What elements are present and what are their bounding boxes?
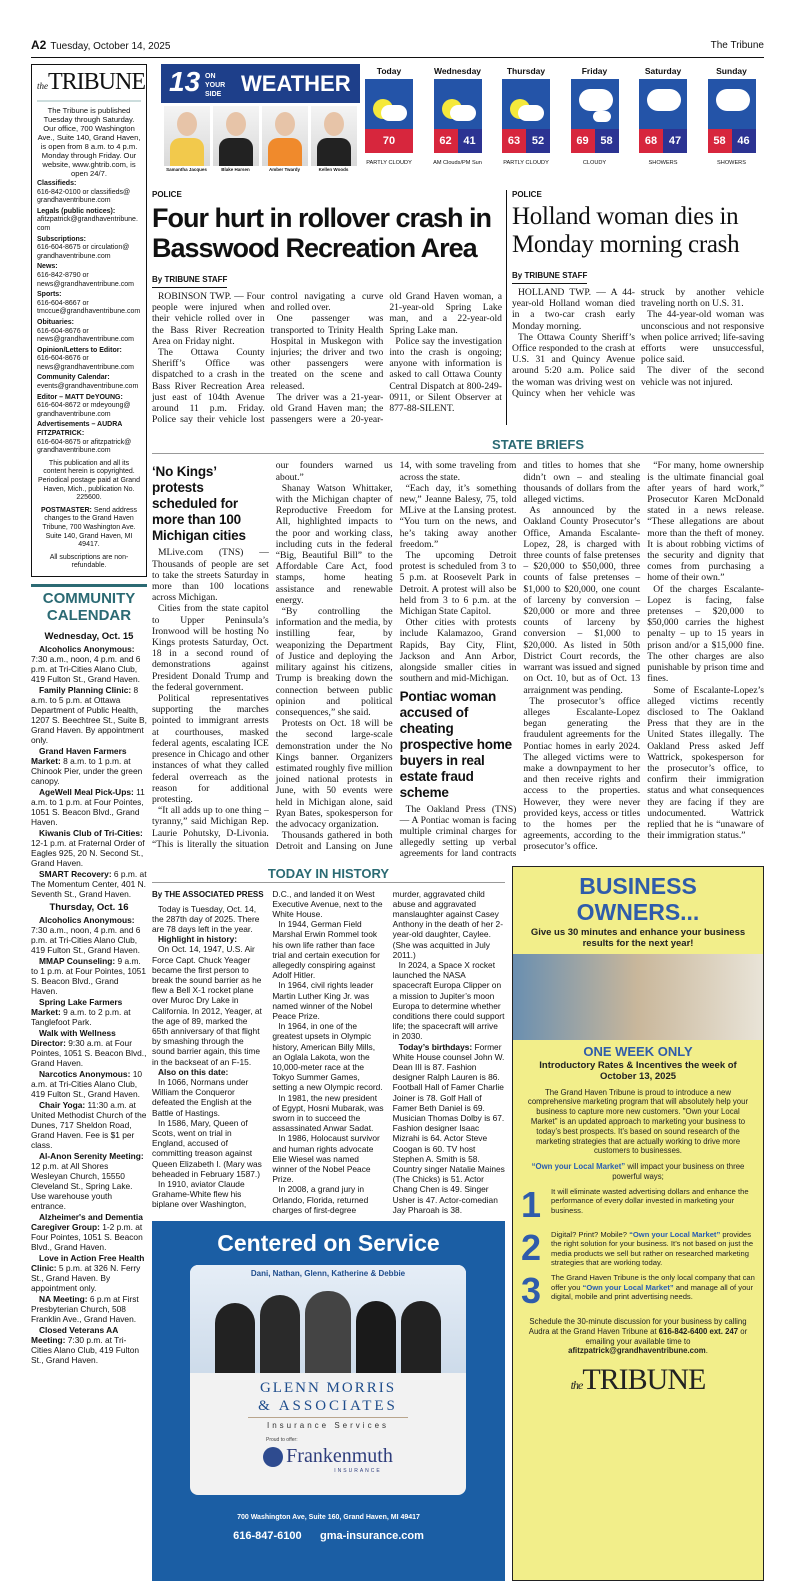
paragraph: The driver was a 21-year-old Grand Haven man; the passengers were a 20-year-old Grand Haven woman, a 21-year-old Spring Lake man, and a 22-year-old Spring Lake man. <box>270 291 502 426</box>
tribune-logo: theTRIBUNE <box>570 1363 706 1397</box>
forecast-day <box>501 64 551 166</box>
history-item: In 1910, aviator Claude Grahame-White flew his biplane over Washington, D.C., and landed it on West Executive Avenue, next to the White House. <box>152 888 383 1210</box>
brief-headline: Pontiac woman accused of cheating prospective home buyers in real estate fraud scheme <box>399 688 512 800</box>
ad-subtitle: Give us 30 minutes and enhance your business results for the next year! <box>530 926 746 949</box>
paragraph: The Ottawa County Sheriff’s Office was dispatched to a crash in the Bass River Recreation Area just east of 104th Avenue around 11 p.m. Friday. Police say their vehicle lost control navigating a curve and rolled over. <box>152 291 384 426</box>
paragraph: The prosecutor’s office alleges Escalante-Lopez began generating the fraudulent agreements for the Pontiac homes in early 2024. The alleged victims were to make a downpayment to her and then receive rights and access to the properties. However, they were never provided keys, access or titles to the homes per the agreements, according to the prosecutor’s office. <box>523 695 641 853</box>
ad-rates: Introductory Rates & Incentives the week of October 13, 2025 <box>539 1059 737 1082</box>
refund-note: All subscriptions are non-refundable. <box>49 553 129 570</box>
calendar-event: SMART Recovery: 6 p.m. at The Momentum Center, 401 N. Seventh St., Grand Haven. <box>31 868 147 899</box>
byline: By TRIBUNE STAFF <box>512 271 587 284</box>
presenter-name: Blake Harsen <box>221 167 250 172</box>
calendar-event: Walk with Wellness Director: 9:30 a.m. at Four Pointes, 1051 S. Beacon Blvd., Grand Haven. <box>31 1027 147 1068</box>
presenter-photo <box>311 106 357 166</box>
bottom-row <box>152 866 764 1582</box>
history-item: In 2024, a Space X rocket launched the NASA spacecraft Europa Clipper on a mission to Jupiter’s moon Europa to determine whether conditions there could support life; the spacecraft will arrive in 2030. <box>392 959 505 1042</box>
proud-to-offer: Proud to offer: <box>266 1437 298 1444</box>
firm-name: GLENN MORRIS <box>259 1380 397 1397</box>
state-briefs-title: STATE BRIEFS <box>152 437 764 454</box>
forecast-day <box>433 64 483 166</box>
contact-item: News: 616-842-8790 or news@grandhaventribune.com <box>37 263 134 288</box>
ad-title: Centered on Service <box>217 1230 440 1257</box>
history-item: In 1964, in one of the greatest upsets in Olympic history, American Billy Mills, an Oglala Lakota, won the 10,000-meter race at the Tokyo Summer Games, setting a new Olympic record. <box>272 1021 383 1093</box>
paragraph: Police say the investigation into the crash is ongoing; anyone with information is asked to call Ottawa County Central Dispatch at 800-249-0911, or Silent Observer at 877-88-SILENT. <box>389 335 502 415</box>
history-item: In 2008, a grand jury in Orlando, Florida, returned charges of first-degree murder, aggravated child abuse and aggravated manslaughter against Casey Anthony in the death of her 2-year-old daughter, Caylee. (She was acquitted in July 2011.) <box>272 888 504 1215</box>
paragraph: As announced by the Oakland County Prosecutor’s Office, Amanda Escalante-Lopez, 28, is charged with three counts of false pretenses – $20,000 to $50,000, three counts of false pretenses – $1,000 to $20,000, one count of larceny by conversion – $20,000 or more and three counts of larceny by conversion – $1,000 to $20,000. As listed in 50th District Court records, the warrant was issued and signed on Oct. 10, but as of Oct. 13 arraignment was pending. <box>523 505 641 696</box>
calendar-event: Al-Anon Serenity Meeting: 12 p.m. at All Shores Wesleyan Church, 15550 Cleveland St., Spring Lake. Use warehouse youth entrance. <box>31 1150 144 1211</box>
ad-website: gma-insurance.com <box>319 1530 424 1543</box>
issue-date: Tuesday, October 14, 2025 <box>50 41 171 52</box>
section-label: POLICE <box>152 190 182 199</box>
cloudy-icon <box>571 79 619 153</box>
calendar-event: Grand Haven Farmers Market: 8 a.m. to 1 p.m. at Chinook Pier, under the green canopy. <box>31 745 143 786</box>
paper-name: The Tribune <box>710 40 764 51</box>
day-name: Today <box>376 66 402 76</box>
ad-contact <box>152 1529 505 1543</box>
high-temp: 69 <box>571 129 595 153</box>
presenter-name: Amber Twardy <box>269 167 300 172</box>
contact-item: Community Calendar: events@grandhaventribune.com <box>37 374 139 391</box>
today-in-history-title: TODAY IN HISTORY <box>152 866 505 883</box>
history-item: Highlight in history: <box>158 934 238 945</box>
high-temp: 58 <box>708 129 732 153</box>
story-holland-crash <box>512 190 764 425</box>
main-content <box>152 64 764 1581</box>
calendar-event: Closed Veterans AA Meeting: 7:30 p.m. at Tri-Cities Alano Club, 419 Fulton St., Grand Haven. <box>31 1324 140 1365</box>
ad-phone: 616-847-6100 <box>233 1530 302 1543</box>
masthead-info-box <box>31 64 147 577</box>
calendar-event: Chair Yoga: 11:30 a.m. at United Methodist Church of the Dunes, 717 Sheldon Road, Grand Haven. Fee is $1 per class. <box>31 1099 147 1150</box>
paragraph: Protests on Oct. 18 will be the second large-scale demonstration under the No Kings banner. Organizers estimated roughly five million joined national protests in June, with 50 events were held in Michigan alone, said Ryan Bates, spokesperson for the advocacy organization. <box>275 718 393 830</box>
paragraph: The diver of the second vehicle was not injured. <box>641 365 764 388</box>
history-item: Also on this date: <box>158 1066 229 1077</box>
paragraph: “By controlling the information and the media, by instilling fear, by weaponizing the Department of Justice and deploying the military against his citizens, Trump is breaking down the connection between public opinion and political consequences,” she said. <box>275 606 393 718</box>
ad-title: BUSINESS OWNERS... <box>576 872 700 925</box>
state-briefs-body <box>152 460 764 859</box>
ad-email[interactable]: afitzpatrick@grandhaventribune.com <box>568 1346 706 1356</box>
contact-item: Opinion/Letters to Editor: 616-604-8676 or news@grandhaventribune.com <box>37 346 134 371</box>
story-rollover-crash <box>152 190 502 425</box>
firm-services: Insurance Services <box>266 1421 390 1431</box>
partly-cloudy-icon <box>502 79 550 153</box>
police-stories <box>152 190 764 425</box>
paragraph: Shanay Watson Whittaker, with the Michigan chapter of Reproductive Freedom for All, highlighted impacts to the poor and working class, including cuts in the federal “Big, Beautiful Bill” to the Affordable Care Act, food stamps, home heating assistance and renewable energy. <box>275 482 393 606</box>
paragraph: The 44-year-old woman was unconscious and not responsive when police arrived; life-saving efforts were unsuccessful, police said. <box>641 309 764 366</box>
history-item: In 1981, the new president of Egypt, Hosni Mubarak, was sworn in to succeed the assassinated Anwar Sadat. <box>272 1092 384 1134</box>
presenter-name: Samantha Jacques <box>166 167 207 172</box>
ad-photo <box>513 954 763 1040</box>
presenter-photo <box>213 106 259 166</box>
tribune-logo: theTRIBUNE <box>37 68 141 102</box>
contact-item: Editor – MATT DeYOUNG: 616-604-8672 or mdeyoung@ grandhaventribune.com <box>37 393 131 418</box>
forecast-day <box>707 64 757 166</box>
low-temp: 46 <box>732 129 756 153</box>
history-item: Today is Tuesday, Oct. 14, the 287th day of 2025. There are 78 days left in the year. <box>152 903 260 934</box>
weather-banner <box>152 64 764 182</box>
paragraph: The Ottawa County Sheriff’s Office responded to the crash at U.S. 31 and Quincy Avenue around 5:20 a.m. Police said the woman was driving west on Quincy when her vehicle was struck by another vehicle traveling north on U.S. 31. <box>512 287 764 399</box>
ad-schedule: Schedule the 30-minute discussion for your business by calling Audra at the Grand Haven Tribune at 616-842-6400 ext. 247 or emailing your available time to afitzpatrick@grandhaventribune.com. <box>528 1317 748 1356</box>
day-name: Saturday <box>644 66 682 76</box>
high-temp: 62 <box>434 129 458 153</box>
presenter-photo <box>164 106 210 166</box>
forecast-condition: SHOWERS <box>648 160 678 166</box>
paragraph: MLive.com (TNS) — Thousands of people are set to take the streets Saturday in more than 100 locations across Michigan. <box>152 547 269 604</box>
postmaster-note: POSTMASTER: Send address changes to the Grand Haven Tribune, 700 Washington Ave. Suite 140, Grand Haven, MI 49417. <box>40 506 138 549</box>
forecast-condition: SHOWERS <box>717 160 746 166</box>
calendar-event: Narcotics Anonymous: 10 a.m. at Tri-Cities Alano Club, 419 Fulton St., Grand Haven. <box>31 1068 143 1099</box>
paragraph: ROBINSON TWP. — Four people were injured when their vehicle rolled over in the Bass River Recreation Area on Friday night. <box>152 291 265 347</box>
left-rail <box>31 64 147 1366</box>
tribune-business-ad[interactable] <box>512 866 764 1582</box>
paragraph: HOLLAND TWP. — A 44-year-old Holland woman died in a two-car crash early Monday morning. <box>512 287 635 332</box>
calendar-date: Wednesday, Oct. 15 <box>44 630 134 642</box>
page-number: A2 <box>31 38 47 52</box>
community-calendar-title: COMMUNITY CALENDAR <box>31 584 147 628</box>
day-name: Friday <box>581 66 608 76</box>
paragraph: The Oakland Press (TNS) — A Pontiac woman is facing multiple criminal charges for allegedly setting up verbal agreements for land contracts and titles to homes that she didn’t own – and stealing thousands of dollars from the alleged victims. <box>399 460 641 860</box>
page-header <box>31 38 764 58</box>
calendar-event: Family Planning Clinic: 8 a.m. to 5 p.m. at Ottawa Department of Public Health, 1207 S. Beechtree St., Suite B, Grand Haven. By appointment only. <box>31 684 147 745</box>
forecast-day <box>638 64 688 166</box>
high-temp: 68 <box>639 129 663 153</box>
showers-icon <box>708 79 756 153</box>
low-temp: 52 <box>526 129 550 153</box>
byline: By THE ASSOCIATED PRESS <box>152 889 264 899</box>
paragraph: “Each day, it’s something new,” Jeanne Balesy, 75, told MLive at the Lansing protest. “You turn on the news, and he’s taking away another freedom.” <box>399 482 517 550</box>
staff-photo <box>190 1265 466 1373</box>
paragraph: “It all adds up to one thing – tyranny,” said Michigan Rep. Laurie Pohutsky, D-Livonia. “This is literally the situation our founders warned us about.” <box>152 460 393 850</box>
contact-item: Legals (public notices): afitzpatrick@grandhaventribune.com <box>37 207 138 232</box>
day-name: Wednesday <box>433 66 482 76</box>
calendar-event: Spring Lake Farmers Market: 9 a.m. to 2 p.m. at Tanglefoot Park. <box>31 996 131 1027</box>
high-temp: 63 <box>502 129 526 153</box>
contact-list <box>37 180 141 456</box>
one-week-only: ONE WEEK ONLY <box>583 1043 693 1059</box>
history-item: In 1986, Holocaust survivor and human rights advocate Elie Wiesel was named winner of the Nobel Peace Prize. <box>272 1133 380 1185</box>
calendar-event: Alcoholics Anonymous: 7:30 a.m., noon, 4 p.m. and 6 p.m. at Tri-Cities Alano Club, 419 Fulton St., Grand Haven. <box>31 643 141 684</box>
article-body <box>512 287 764 399</box>
day-name: Sunday <box>716 66 747 76</box>
calendar-date: Thursday, Oct. 16 <box>49 901 129 913</box>
contact-item: Classifieds: 616-842-0100 or classifieds@ grandhaventribune.com <box>37 180 131 205</box>
history-item: In 1586, Mary, Queen of Scots, went on trial in England, accused of committing treason against Queen Elizabeth I. (Mary was beheaded in February 1587.) <box>152 1117 262 1179</box>
ad-intro: The Grand Haven Tribune is proud to introduce a new comprehensive marketing program that will absolutely help your business to capture more new customers. "Own your Local Market" is an updated approach to marketing your business to today’s best prospects. It’s based on sound research of the marketing strategies that are actually working to drive more customers to businesses. <box>527 1087 749 1156</box>
ad-address: 700 Washington Ave, Suite 160, Grand Haven, MI 49417 <box>237 1514 420 1522</box>
presenter-name: Kellen Woods <box>318 167 349 172</box>
low-temp: 41 <box>458 129 482 153</box>
paragraph: “For many, home ownership is the ultimate financial goal after years of hard work,” Prosecutor Karen McDonald stated in a news release. “These allegations are about more than the theft of money. It is about robbing victims of the security and dignity that comes from purchasing a home of their own.” <box>647 460 764 584</box>
contact-item: Sports: 616-604-8667 or tmccue@grandhaventribune.com <box>37 291 141 316</box>
low-temp: 47 <box>663 129 687 153</box>
contact-item: Obituaries: 616-604-8676 or news@grandhaventribune.com <box>37 318 134 344</box>
article-body <box>152 291 502 425</box>
ad-impact: “Own your Local Market” will impact your business on three powerful ways; <box>531 1162 745 1181</box>
paragraph: Some of Escalante-Lopez’s alleged victims recently disclosed to The Oakland Press that they are in the United States illegally. The Oakland Press asked Jeff Wattrick, spokesperson for the prosecutor’s office, to confirm their immigration status and what consequences they are facing if they are undocumented. Wattrick replied that he is “unaware of their immigration status.” <box>647 684 764 842</box>
paragraph: Political representatives supporting the marches pointed to immigrant arrests at courthouses, masked federal agents, escalating ICE presence in Chicago and other instances of what they called federal overreach as the reason for additional protesting. <box>152 693 269 805</box>
partly-cloudy-icon <box>434 79 482 153</box>
forecast-condition: AM Clouds/PM Sun <box>433 160 482 166</box>
frankenmuth-logo: Frankenmuth <box>190 1444 466 1468</box>
forecast-condition: CLOUDY <box>582 160 607 166</box>
showers-icon <box>639 79 687 153</box>
headline: Four hurt in rollover crash in Basswood Recreation Area <box>152 203 492 263</box>
today-in-history-body <box>152 889 505 1216</box>
bottom-left <box>152 866 505 1582</box>
contact-item: Subscriptions: 616-604-8675 or circulation@ grandhaventribune.com <box>37 235 130 260</box>
ad-step: 2 Digital? Print? Mobile? “Own your Local Market” provides the right solution for your business. It’s not based on just the media products we sell but rather on researched marketing strategies that are working today. <box>521 1226 754 1268</box>
calendar-event: Love in Action Free Health Clinic: 5 p.m. at 326 N. Ferry St., Grand Haven. By appointment only. <box>31 1252 145 1293</box>
ad-step: 1 It will eliminate wasted advertising dollars and enhance the performance of every dollar invested in marketing your business. <box>521 1183 749 1225</box>
ad-step: 3 The Grand Haven Tribune is the only local company that can offer you “Own your Local Market” and manage all of your digital, mobile and print advertising needs. <box>521 1270 755 1312</box>
day-name: Thursday <box>506 66 546 76</box>
contact-item: Advertisements – AUDRA FITZPATRICK: 616-604-8675 or afitzpatrick@ grandhaventribune.com <box>37 421 132 455</box>
forecast-condition: PARTLY CLOUDY <box>366 160 412 166</box>
calendar-event: AgeWell Meal Pick-Ups: 11 a.m. to 1 p.m. at Four Pointes, 1051 S. Beacon Blvd., Grand Haven. <box>31 786 145 827</box>
calendar-event: MMAP Counseling: 9 a.m. to 1 p.m. at Four Pointes, 1051 S. Beacon Blvd., Grand Haven. <box>31 955 146 996</box>
history-item: In 1964, civil rights leader Martin Luther King Jr. was named winner of the Nobel Peace Prize. <box>272 980 374 1021</box>
paragraph: One passenger was transported to Trinity Health Hospital in Muskegon with injuries; the driver and two other passengers were treated on the scene and released. <box>270 313 384 392</box>
history-item: Today’s birthdays: Former White House counsel John W. Dean III is 87. Fashion designer Ralph Lauren is 86. Football Hall of Famer Charlie Joiner is 78. Golf Hall of Famer Beth Daniel is 69. Musician Thomas Dolby is 67. Fashion designer Isaac Mizrahi is 64. Actor Steve Coogan is 60. TV host Stephen A. Smith is 58. Country singer Natalie Maines (The Chicks) is 51. Actor Chang Chen is 49. Singer Usher is 47. Actor-comedian Jay Pharoah is 38. <box>392 1041 505 1215</box>
section-label: POLICE <box>512 190 542 199</box>
staff-names: Dani, Nathan, Glenn, Katherine & Debbie <box>250 1269 406 1279</box>
page-body <box>31 64 764 1581</box>
glenn-morris-insurance-ad[interactable]: Centered on Service Dani, Nathan, Glenn, Katherine & Debbie GLENN MORRIS & ASSOCIATES Insurance Services Proud to offer: Frankenmuth INSURANCE 700 Washington Ave, Suite 160, Grand Haven, MI 49417 616-847-6100 gma-insurance.com <box>152 1221 505 1581</box>
calendar-event: NA Meeting: 6 p.m at First Presbyterian Church, 508 Franklin Ave., Grand Haven. <box>31 1293 139 1324</box>
history-item: On Oct. 14, 1947, U.S. Air Force Capt. Chuck Yeager became the first person to break the sound barrier as he flew a Bell X-1 rocket plane over Muroc Dry Lake in California. In 2012, Yeager, at the age of 89, marked the 65th anniversary of that flight by smashing through the sound barrier again, this time in the backseat of an F-15. <box>152 944 262 1067</box>
column-divider <box>506 190 507 425</box>
history-item: In 1066, Normans under William the Conqueror defeated the English at the Battle of Hastings. <box>152 1076 252 1118</box>
paragraph: Thousands gathered in both Detroit and Lansing on June 14, with some traveling from across the state. <box>275 460 517 853</box>
forecast-condition: PARTLY CLOUDY <box>503 160 549 166</box>
copyright-note: This publication and all its content herein is copyrighted. Periodical postage paid at Grand Haven, Mich., publication No. 225600. <box>38 459 140 502</box>
byline: By TRIBUNE STAFF <box>152 275 227 288</box>
calendar-event: Alzheimer's and Dementia Caregiver Group: 1-2 p.m. at Four Pointes, 1051 S. Beacon Blvd., Grand Haven. <box>31 1211 143 1252</box>
calendar-event: Kiwanis Club of Tri-Cities: 12-1 p.m. at Fraternal Order of Eagles 925, 20 N. Second St., Grand Haven. <box>31 827 145 868</box>
partly-cloudy-icon <box>365 79 413 153</box>
community-calendar <box>31 632 147 1365</box>
calendar-event: Alcoholics Anonymous: 7:30 a.m., noon, 4 p.m. and 6 p.m. at Tri-Cities Alano Club, 419 Fulton St., Grand Haven. <box>31 914 141 955</box>
history-item: In 1944, German Field Marshal Erwin Rommel took his own life rather than face trial and certain execution for allegedly conspiring against Adolf Hitler. <box>272 919 380 981</box>
headline: Holland woman dies in Monday morning crash <box>512 203 740 258</box>
high-temp: 70 <box>365 129 413 153</box>
low-temp: 58 <box>595 129 619 153</box>
brief-headline: ‘No Kings’ protests scheduled for more than 100 Michigan cities <box>152 464 246 544</box>
firm-name-2: & ASSOCIATES <box>248 1397 408 1418</box>
publication-info: The Tribune is published Tuesday through Saturday. Our office, 700 Washington Ave., Suite 140, Grand Haven, is open from 8 a.m. to 4 p.m. Monday through Friday. Our website, www.ghtrib.com, is open 24/7. <box>37 106 141 178</box>
paragraph: Cities from the state capitol to Upper Peninsula’s Ironwood will be hosting No Kings protests Saturday, Oct. 18 in a second round of demonstrations against President Donald Trump and the federal government. <box>152 603 269 693</box>
paragraph: Other cities with protests include Kalamazoo, Grand Rapids, Bay City, Flint, Jackson and Ann Arbor, alongside smaller cities in southern and mid-Michigan. <box>399 617 517 685</box>
wood-tv-weather-logo: 13 ON YOUR SIDE WEATHER <box>161 64 360 103</box>
paragraph: The upcoming Detroit protest is scheduled from 3 to 5 p.m. at Roosevelt Park in Detroit. A protest will also be held from 3 to 6 p.m. at the Michigan State Capitol. <box>399 550 517 618</box>
paragraph: Of the charges Escalante-Lopez is facing, false pretenses – $20,000 to $50,000 carries the highest penalty – up to 15 years in prison and/or a $15,000 fine. The other charges are also punishable by prison time and fines. <box>647 583 764 685</box>
forecast-day <box>364 64 414 166</box>
presenter-photo <box>262 106 308 166</box>
forecast-day <box>570 64 620 166</box>
